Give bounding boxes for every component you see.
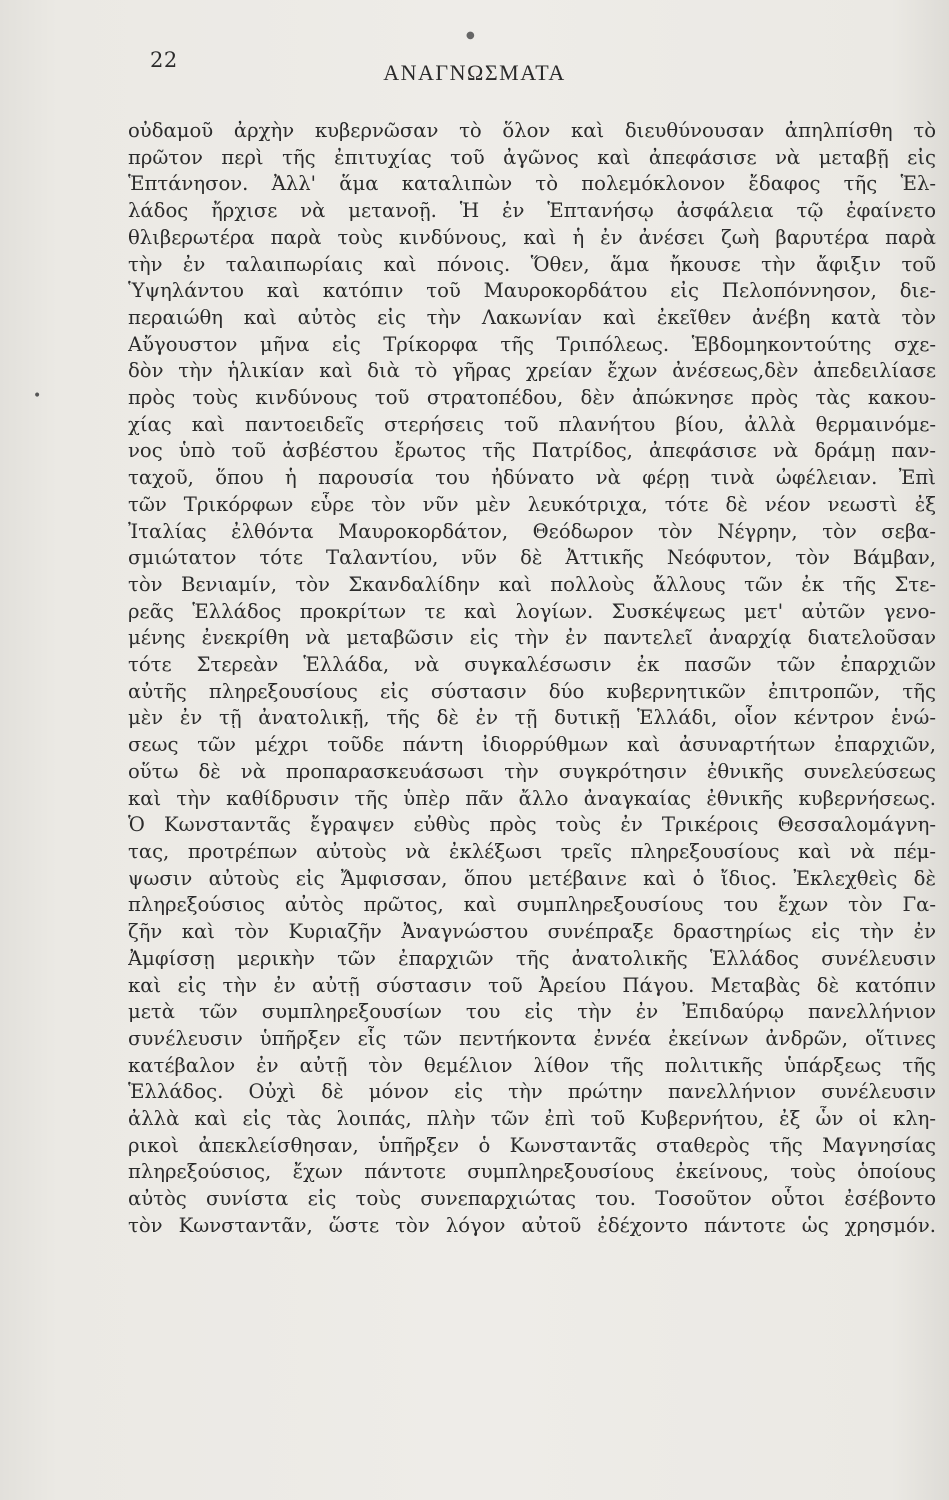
text-line: οὕτω δὲ νὰ προπαρασκευάσωσι τὴν συγκρότησιν ἐθνικῆς συνελεύσεως xyxy=(128,759,936,783)
text-line: ρικοὶ ἀπεκλείσθησαν, ὑπῆρξεν ὁ Κωνσταντᾶς σταθερὸς τῆς Μαγνησίας xyxy=(128,1133,936,1157)
text-line: πληρεξούσιος αὐτὸς πρῶτος, καὶ συμπληρεξουσίους του ἔχων τὸν Γα- xyxy=(128,893,936,917)
text-line: χίας καὶ παντοειδεῖς στερήσεις τοῦ πλανήτου βίου, ἀλλὰ θερμαινόμε- xyxy=(128,412,936,436)
text-line: Αὔγουστον μῆνα εἰς Τρίκορφα τῆς Τριπόλεως. Ἑβδομηκοντούτης σχε- xyxy=(128,332,936,356)
text-line: λάδος ἤρχισε νὰ μετανοῇ. Ἡ ἐν Ἑπτανήσῳ ἀσφάλεια τῷ ἐφαίνετο xyxy=(128,199,936,223)
text-line: κατέβαλον ἐν αὐτῇ τὸν θεμέλιον λίθον τῆς πολιτικῆς ὑπάρξεως τῆς xyxy=(128,1053,936,1077)
text-line: σμιώτατον τότε Ταλαντίου, νῦν δὲ Ἀττικῆς Νεόφυτον, τὸν Βάμβαν, xyxy=(128,546,936,570)
text-line: πληρεξούσιος, ἔχων πάντοτε συμπληρεξουσίους ἐκείνους, τοὺς ὁποίους xyxy=(128,1160,936,1184)
page-header xyxy=(0,44,949,84)
text-line: πρῶτον περὶ τῆς ἐπιτυχίας τοῦ ἀγῶνος καὶ ἀπεφάσισε νὰ μεταβῇ εἰς xyxy=(128,145,936,169)
text-line: τὴν ἐν ταλαιπωρίαις καὶ πόνοις. Ὅθεν, ἅμα ἤκουσε τὴν ἄφιξιν τοῦ xyxy=(128,252,936,276)
text-line: ρεᾶς Ἑλλάδος προκρίτων τε καὶ λογίων. Συσκέψεως μετ' αὐτῶν γενο- xyxy=(128,599,936,623)
text-line: Ἑλλάδος. Οὐχὶ δὲ μόνον εἰς τὴν πρώτην πανελλήνιον συνέλευσιν xyxy=(128,1080,936,1104)
text-line: τας, προτρέπων αὐτοὺς νὰ ἐκλέξωσι τρεῖς πληρεξουσίους καὶ νὰ πέμ- xyxy=(128,839,936,863)
text-line: οὐδαμοῦ ἀρχὴν κυβερνῶσαν τὸ ὅλον καὶ διευθύνουσαν ἀπηλπίσθη τὸ xyxy=(128,119,936,142)
text-line: Ἰταλίας ἐλθόντα Μαυροκορδάτον, Θεόδωρον τὸν Νέγρην, τὸν σεβα- xyxy=(128,519,936,543)
text-line: πρὸς τοὺς κινδύνους τοῦ στρατοπέδου, δὲν ἀπώκνησε πρὸς τὰς κακου- xyxy=(128,386,936,410)
text-line: Ἑπτάνησον. Ἀλλ' ἅμα καταλιπὼν τὸ πολεμόκλονον ἔδαφος τῆς Ἑλ- xyxy=(128,172,936,196)
margin-mark: • xyxy=(33,388,42,404)
text-line: καὶ εἰς τὴν ἐν αὐτῇ σύστασιν τοῦ Ἀρείου Πάγου. Μεταβὰς δὲ κατόπιν xyxy=(128,973,936,997)
text-line: τὸν Βενιαμίν, τὸν Σκανδαλίδην καὶ πολλοὺς ἄλλους τῶν ἐκ τῆς Στε- xyxy=(128,572,936,596)
text-line: ψωσιν αὐτοὺς εἰς Ἄμφισσαν, ὅπου μετέβαινε καὶ ὁ ἴδιος. Ἐκλεχθεὶς δὲ xyxy=(128,866,936,890)
text-line: μετὰ τῶν συμπληρεξουσίων του εἰς τὴν ἐν Ἐπιδαύρῳ πανελλήνιον xyxy=(128,1000,936,1024)
text-line: θλιβερωτέρα παρὰ τοὺς κινδύνους, καὶ ἡ ἐν ἀνέσει ζωὴ βαρυτέρα παρὰ xyxy=(128,225,936,249)
text-line: ζῆν καὶ τὸν Κυριαζῆν Ἀναγνώστου συνέπραξε δραστηρίως εἰς τὴν ἐν xyxy=(128,920,936,944)
text-line: τότε Στερεὰν Ἑλλάδα, νὰ συγκαλέσωσιν ἐκ πασῶν τῶν ἐπαρχιῶν xyxy=(128,653,936,677)
page-number: 22 xyxy=(150,48,178,72)
text-line: μένης ἐνεκρίθη νὰ μεταβῶσιν εἰς τὴν ἐν παντελεῖ ἀναρχίᾳ διατελοῦσαν xyxy=(128,626,936,650)
text-line: σεως τῶν μέχρι τοῦδε πάντη ἰδιορρύθμων καὶ ἀσυναρτήτων ἐπαρχιῶν, xyxy=(128,733,936,757)
text-line: Ὑψηλάντου καὶ κατόπιν τοῦ Μαυροκορδάτου εἰς Πελοπόννησον, διε- xyxy=(128,279,936,303)
text-line: Ὁ Κωνσταντᾶς ἔγραψεν εὐθὺς πρὸς τοὺς ἐν Τρικέροις Θεσσαλομάγνη- xyxy=(128,813,936,837)
text-line: νος ὑπὸ τοῦ ἀσβέστου ἔρωτος τῆς Πατρίδος, ἀπεφάσισε νὰ δράμῃ παν- xyxy=(128,439,936,463)
text-line: αὐτὸς συνίστα εἰς τοὺς συνεπαρχιώτας του. Τοσοῦτον οὗτοι ἐσέβοντο xyxy=(128,1187,936,1211)
running-title: ΑΝΑΓΝΩΣΜΑΤΑ xyxy=(383,60,566,85)
text-line: ἀλλὰ καὶ εἰς τὰς λοιπάς, πλὴν τῶν ἐπὶ τοῦ Κυβερνήτου, ἐξ ὧν οἱ κλη- xyxy=(128,1107,936,1131)
text-line: καὶ τὴν καθίδρυσιν τῆς ὑπὲρ πᾶν ἄλλο ἀναγκαίας ἐθνικῆς κυβερνήσεως. xyxy=(128,786,936,810)
body-text xyxy=(128,118,936,1240)
text-line: μὲν ἐν τῇ ἀνατολικῇ, τῆς δὲ ἐν τῇ δυτικῇ Ἑλλάδι, οἷον κέντρον ἑνώ- xyxy=(128,706,936,730)
text-line: αὐτῆς πληρεξουσίους εἰς σύστασιν δύο κυβερνητικῶν ἐπιτροπῶν, τῆς xyxy=(128,679,936,703)
text-line: Ἀμφίσσῃ μερικὴν τῶν ἐπαρχιῶν τῆς ἀνατολικῆς Ἑλλάδος συνέλευσιν xyxy=(128,946,936,970)
text-line: ταχοῦ, ὅπου ἡ παρουσία του ἠδύνατο νὰ φέρῃ τινὰ ὠφέλειαν. Ἐπὶ xyxy=(128,466,936,490)
text-line: συνέλευσιν ὑπῆρξεν εἷς τῶν πεντήκοντα ἐννέα ἐκείνων ἀνδρῶν, οἵτινες xyxy=(128,1026,936,1050)
text-line: δὸν τὴν ἡλικίαν καὶ διὰ τὸ γῆρας χρείαν ἔχων ἀνέσεως,δὲν ἀπεδειλίασε xyxy=(128,359,936,383)
ink-speck: ● xyxy=(466,30,475,41)
text-line: περαιώθη καὶ αὐτὸς εἰς τὴν Λακωνίαν καὶ ἐκεῖθεν ἀνέβη κατὰ τὸν xyxy=(128,305,936,329)
text-line: τῶν Τρικόρφων εὗρε τὸν νῦν μὲν λευκότριχα, τότε δὲ νέον νεωστὶ ἐξ xyxy=(128,492,936,516)
text-line: τὸν Κωνσταντᾶν, ὥστε τὸν λόγον αὐτοῦ ἐδέχοντο πάντοτε ὡς χρησμόν. xyxy=(128,1213,936,1237)
